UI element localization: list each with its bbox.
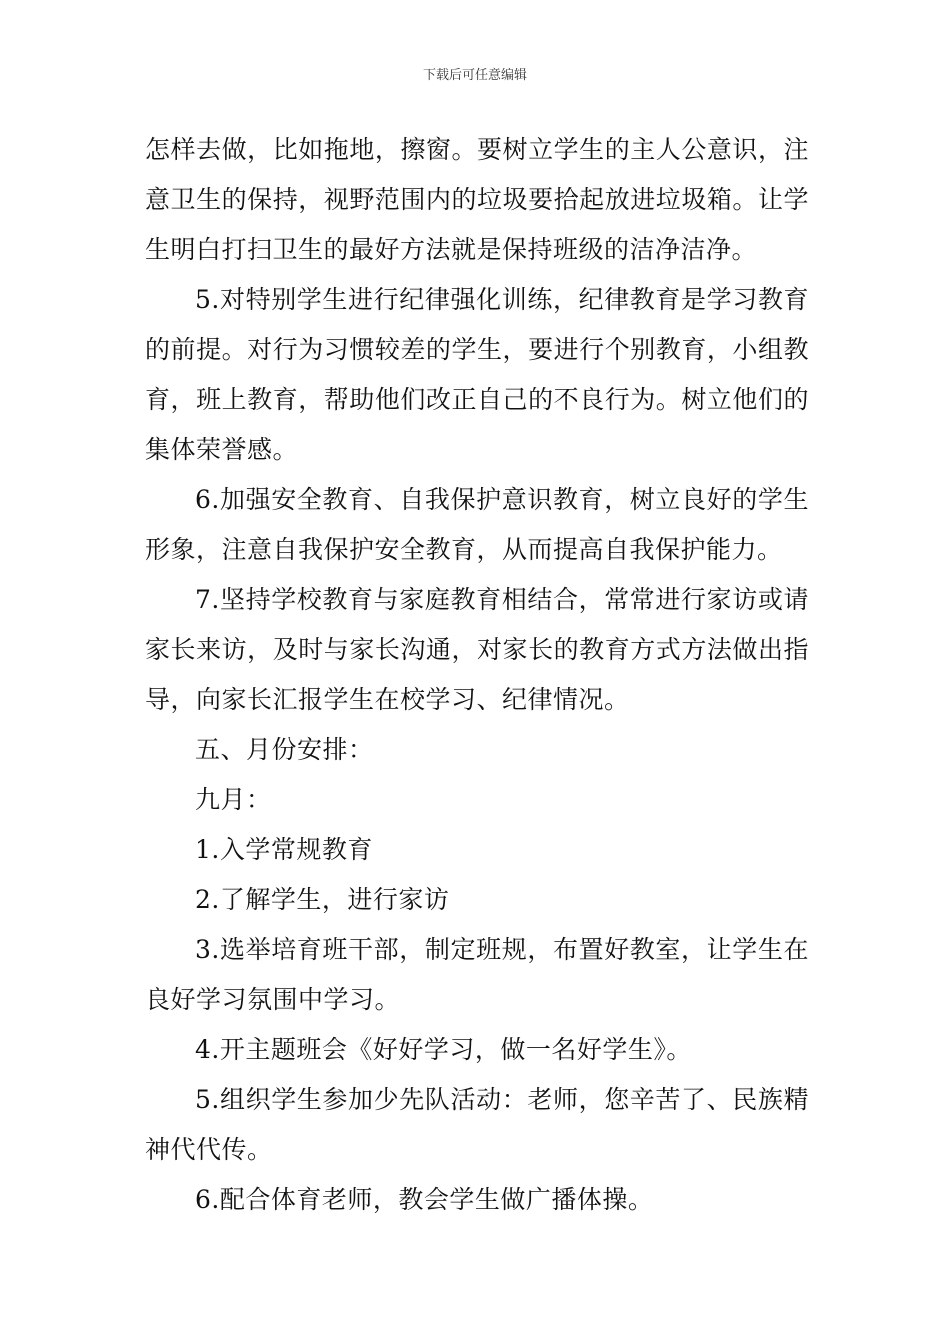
paragraph-intro-continuation: 怎样去做，比如拖地，擦窗。要树立学生的主人公意识，注意卫生的保持，视野范围内的垃圾要拾起放进垃圾箱。让学生明白打扫卫生的最好方法就是保持班级的洁净洁净。: [145, 135, 809, 264]
page-header-note: 下载后可任意编辑: [422, 68, 527, 83]
section-heading-monthly-plan: 五、月份安排：: [195, 735, 374, 764]
list-item-sept-6: 6.配合体育老师，教会学生做广播体操。: [195, 1185, 654, 1214]
list-item-sept-5: 5.组织学生参加少先队活动：老师，您辛苦了、民族精神代代传。: [145, 1085, 809, 1164]
list-item-sept-3: 3.选举培育班干部，制定班规，布置好教室，让学生在良好学习氛围中学习。: [145, 935, 809, 1014]
list-item-sept-2: 2.了解学生，进行家访: [195, 885, 450, 914]
list-item-sept-1: 1.入学常规教育: [195, 835, 373, 864]
list-item-sept-4: 4.开主题班会《好好学习，做一名好学生》。: [195, 1035, 692, 1064]
subheading-september: 九月：: [195, 785, 272, 814]
paragraph-item-6-safety: 6.加强安全教育、自我保护意识教育，树立良好的学生形象，注意自我保护安全教育，从而提高自我保护能力。: [145, 485, 809, 564]
paragraph-item-7-home-school: 7.坚持学校教育与家庭教育相结合，常常进行家访或请家长来访，及时与家长沟通，对家长的教育方式方法做出指导，向家长汇报学生在校学习、纪律情况。: [145, 585, 809, 714]
document-body: [145, 125, 809, 1225]
paragraph-item-5-discipline: 5.对特别学生进行纪律强化训练，纪律教育是学习教育的前提。对行为习惯较差的学生，要进行个别教育，小组教育，班上教育，帮助他们改正自己的不良行为。树立他们的集体荣誉感。: [145, 285, 809, 464]
